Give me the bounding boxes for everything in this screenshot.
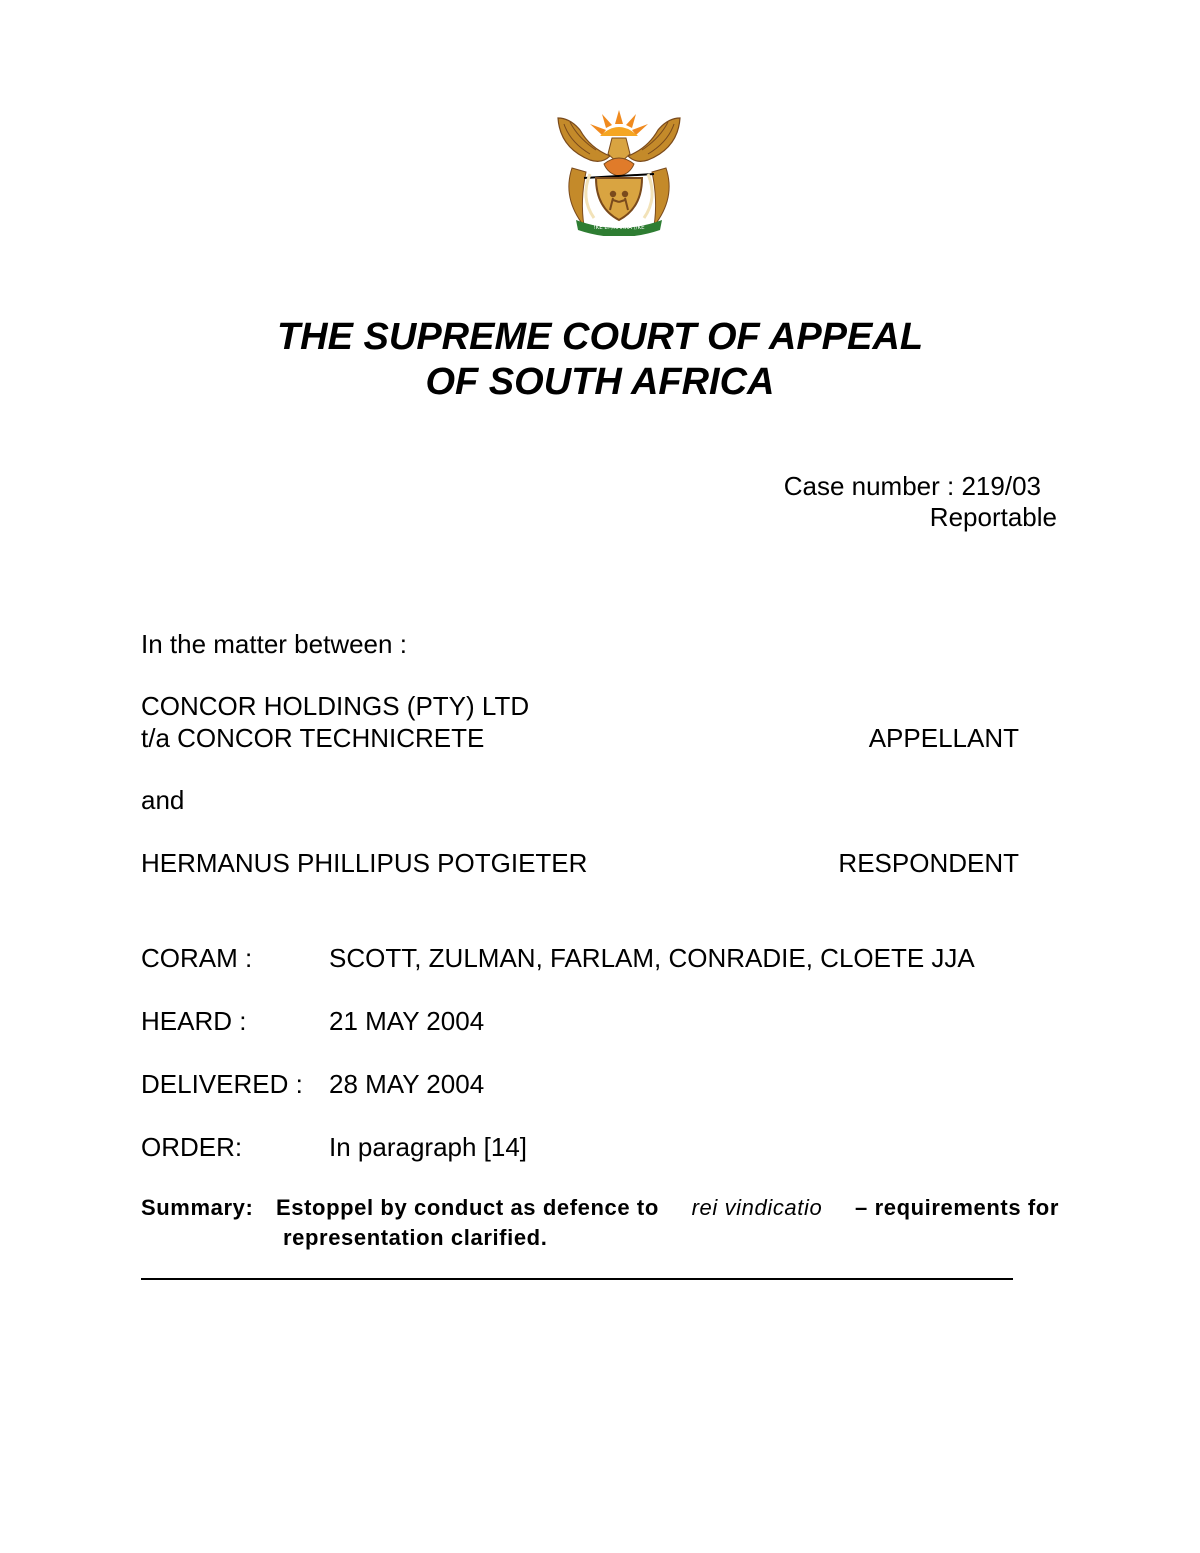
eagle-wing-right-icon (628, 118, 680, 161)
respondent-name: HERMANUS PHILLIPUS POTGIETER (141, 848, 588, 878)
eagle-wing-left-icon (558, 118, 610, 161)
order-label: ORDER: (141, 1132, 243, 1162)
shield-icon (596, 178, 642, 220)
respondent-role: RESPONDENT (838, 848, 1019, 878)
appellant-role: APPELLANT (868, 723, 1019, 753)
appellant-name-line2: t/a CONCOR TECHNICRETE (141, 723, 485, 753)
heard-value: 21 MAY 2004 (329, 1006, 485, 1036)
wheat-right-icon (652, 168, 669, 226)
court-title-line1: THE SUPREME COURT OF APPEAL (276, 316, 924, 358)
coram-value: SCOTT, ZULMAN, FARLAM, CONRADIE, CLOETE JJA (329, 943, 975, 973)
court-title-line2: OF SOUTH AFRICA (425, 361, 775, 403)
matter-intro: In the matter between : (141, 629, 407, 659)
appellant-name-line1: CONCOR HOLDINGS (PTY) LTD (141, 691, 530, 721)
horizontal-rule (141, 1278, 1013, 1280)
summary-line1 (276, 1195, 1059, 1221)
heard-label: HEARD : (141, 1006, 247, 1036)
coat-of-arms-logo (550, 108, 688, 236)
case-number: Case number : 219/03 (783, 471, 1041, 501)
reportable-label: Reportable (929, 502, 1057, 532)
delivered-value: 28 MAY 2004 (329, 1069, 485, 1099)
order-value: In paragraph [14] (329, 1132, 528, 1162)
delivered-label: DELIVERED : (141, 1069, 303, 1099)
wheat-left-icon (569, 168, 586, 226)
summary-text-part2: – requirements for (855, 1195, 1059, 1220)
protea-icon (604, 158, 634, 176)
conjunction-and: and (141, 785, 185, 815)
motto-text: !KE E: /XARRA //KE (593, 225, 645, 231)
summary-text-part1: Estoppel by conduct as defence to (276, 1195, 659, 1220)
coram-label: CORAM : (141, 943, 253, 973)
summary-label: Summary: (141, 1195, 254, 1220)
summary-line2: representation clarified. (283, 1225, 548, 1250)
summary-italic-term: rei vindicatio (691, 1195, 823, 1220)
sun-icon (590, 110, 648, 136)
